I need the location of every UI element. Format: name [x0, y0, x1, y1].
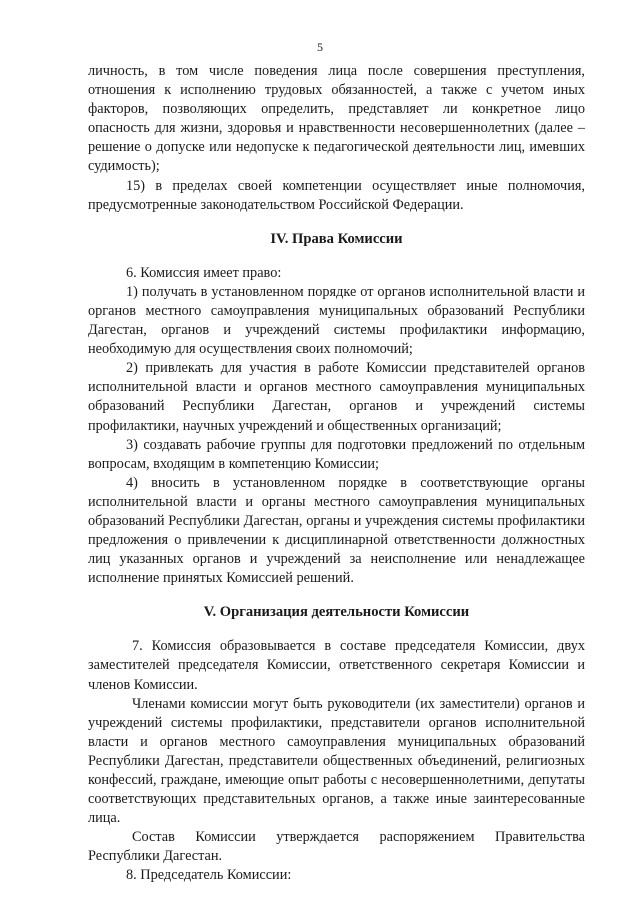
paragraph-item-7: 7. Комиссия образовывается в составе председателя Комиссии, двух заместителей председателя Комиссии, ответственного секретаря Комиссии и членов Комиссии.	[88, 638, 585, 693]
paragraph-composition: Состав Комиссии утверждается распоряжением Правительства Республики Дагестан.	[88, 829, 585, 865]
document-body	[88, 62, 585, 886]
paragraph-item-15: 15) в пределах своей компетенции осуществляет иные полномочия, предусмотренные законодательством Российской Федерации.	[88, 177, 585, 213]
paragraph-right-1: 1) получать в установленном порядке от органов исполнительной власти и органов местного самоуправления муниципальных образований Республики Дагестан, органов и учреждений системы профилактики информацию, необходимую для осуществления своих полномочий;	[88, 283, 585, 358]
paragraph-continuation: личность, в том числе поведения лица после совершения преступления, отношения к исполнению трудовых обязанностей, а также с учетом иных факторов, позволяющих определить, представляет ли конкретное лицо опасность для жизни, здоровья и нравственности несовершеннолетних (далее – решение о допуске или недопуске к педагогической деятельности лиц, имевших судимость);	[88, 63, 585, 175]
paragraph-right-4: 4) вносить в установленном порядке в соответствующие органы исполнительной власти и органы местного самоуправления муниципальных образований Республики Дагестан, органы и учреждения системы профилактики предложения о привлечении к дисциплинарной ответственности должностных лиц указанных органов и учреждений за неисполнение или ненадлежащее исполнение принятых Комиссией решений.	[88, 474, 585, 587]
paragraph-members: Членами комиссии могут быть руководители (их заместители) органов и учреждений системы профилактики, представители органов исполнительной власти и органов местного самоуправления муниципальных образований Республики Дагестан, представители общественных объединений, религиозных конфессий, граждане, имеющие опыт работы с несовершеннолетними, депутаты соответствующих представительных органов, а также иные заинтересованные лица.	[88, 695, 585, 827]
paragraph-item-6: 6. Комиссия имеет право:	[126, 264, 282, 281]
paragraph-right-3: 3) создавать рабочие группы для подготовки предложений по отдельным вопросам, входящим в компетенцию Комиссии;	[88, 436, 585, 472]
section-heading-organization: V. Организация деятельности Комиссии	[203, 604, 470, 621]
paragraph-right-2: 2) привлекать для участия в работе Комиссии представителей органов исполнительной власти и органов местного самоуправления муниципальных образований Республики Дагестан, органов и учреждений системы профилактики, научных учреждений и общественных организаций;	[88, 360, 585, 434]
section-heading-rights: IV. Права Комиссии	[270, 230, 403, 247]
page-number: 5	[317, 40, 323, 54]
paragraph-item-8: 8. Председатель Комиссии:	[126, 867, 292, 884]
